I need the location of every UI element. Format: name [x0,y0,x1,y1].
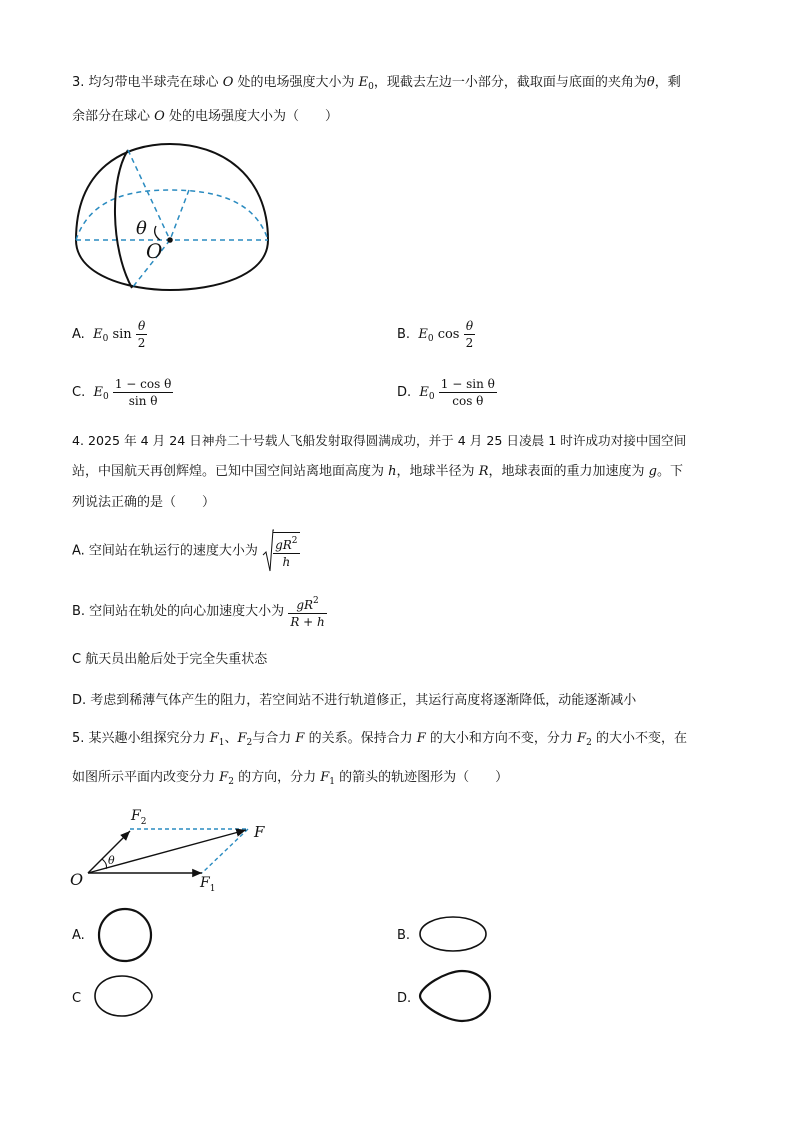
q3-line1: 3. 均匀带电半球壳在球心 O 处的电场强度大小为 $E_0$，现截去左边一小部分，截取面与底面的夹角为θ，剩 [72,75,681,92]
radius-cut-top [170,190,189,240]
force-diagram [68,802,278,894]
hemisphere-figure [70,138,276,294]
base-front-arc [76,240,268,290]
q5-option-b-shape[interactable] [418,914,490,956]
fig-o-label: O [70,870,84,889]
radius-top [128,150,170,240]
q3-option-a[interactable]: A. $E_0$ sin $\frac{\theta}{2}$ [72,319,146,350]
q3-option-d[interactable]: D. $E_0$ $\frac{\text{1 − sin θ}}{\text{cos θ}}$ [397,377,495,408]
q4-line3: 列说法正确的是（ ） [72,495,216,510]
q4-line2: 站，中国航天再创辉煌。已知中国空间站离地面高度为 h，地球半径为 R，地球表面的重力加速度为 g。下 [72,464,683,479]
q4-line1: 4. 2025 年 4 月 24 日神舟二十号载人飞船发射取得圆满成功，并于 4 月 25 日凌晨 1 时许成功对接中国空间 [72,433,687,448]
q4-option-d[interactable]: D. 考虑到稀薄气体产生的阻力，若空间站不进行轨道修正，其运行高度将逐渐降低，动能逐渐减小 [72,693,637,708]
fig-o-label: O [146,239,163,263]
fig-f-label: F [254,823,265,841]
sqrt-expression: $\frac{gR^2}{h}$ [262,528,299,574]
hemisphere-outline [76,144,268,240]
q5-option-b-label[interactable]: B. [397,928,411,943]
q4-option-b[interactable]: B. 空间站在轨处的向心加速度大小为 $\frac{gR^2}{R + h}$ [72,590,327,634]
q5-option-a-label[interactable]: A. [72,928,85,943]
theta-arc [155,226,160,240]
fig-f2-label: $F_2$ [131,808,147,827]
q5-option-c-shape[interactable] [92,974,156,1018]
q3-option-b[interactable]: B. $E_0$ cos $\frac{\theta}{2}$ [397,319,474,350]
q3-line2: 余部分在球心 O 处的电场强度大小为（ ） [72,109,338,124]
fig-f1-label: $F_1$ [200,875,216,894]
q5-option-d-label[interactable]: D. [397,991,412,1006]
fig-theta-label: θ [136,218,147,239]
fig-theta-label: θ [108,854,115,867]
q3-option-c[interactable]: C. $E_0$ $\frac{\text{1 − cos θ}}{\text{sin θ}}$ [72,377,172,408]
center-point [167,237,173,243]
cut-plane-curve [115,150,132,288]
q5-line1: 5. 某兴趣小组探究分力 $F_1$、$F_2$与合力 F 的关系。保持合力 F 的大小和方向不变，分力 $F_2$ 的大小不变，在 [72,731,687,748]
q5-line2: 如图所示平面内改变分力 $F_2$ 的方向，分力 $F_1$ 的箭头的轨迹图形为（ ） [72,770,509,787]
q5-option-c-label[interactable]: C [72,991,82,1006]
q4-option-a[interactable]: A. 空间站在轨运行的速度大小为 $\frac{gR^2}{h}$ [72,528,300,574]
q4-option-c[interactable]: C 航天员出舱后处于完全失重状态 [72,652,268,667]
q5-option-d-shape[interactable] [416,969,494,1023]
base-back-arc [76,190,268,240]
q5-option-a-shape[interactable] [96,906,156,964]
